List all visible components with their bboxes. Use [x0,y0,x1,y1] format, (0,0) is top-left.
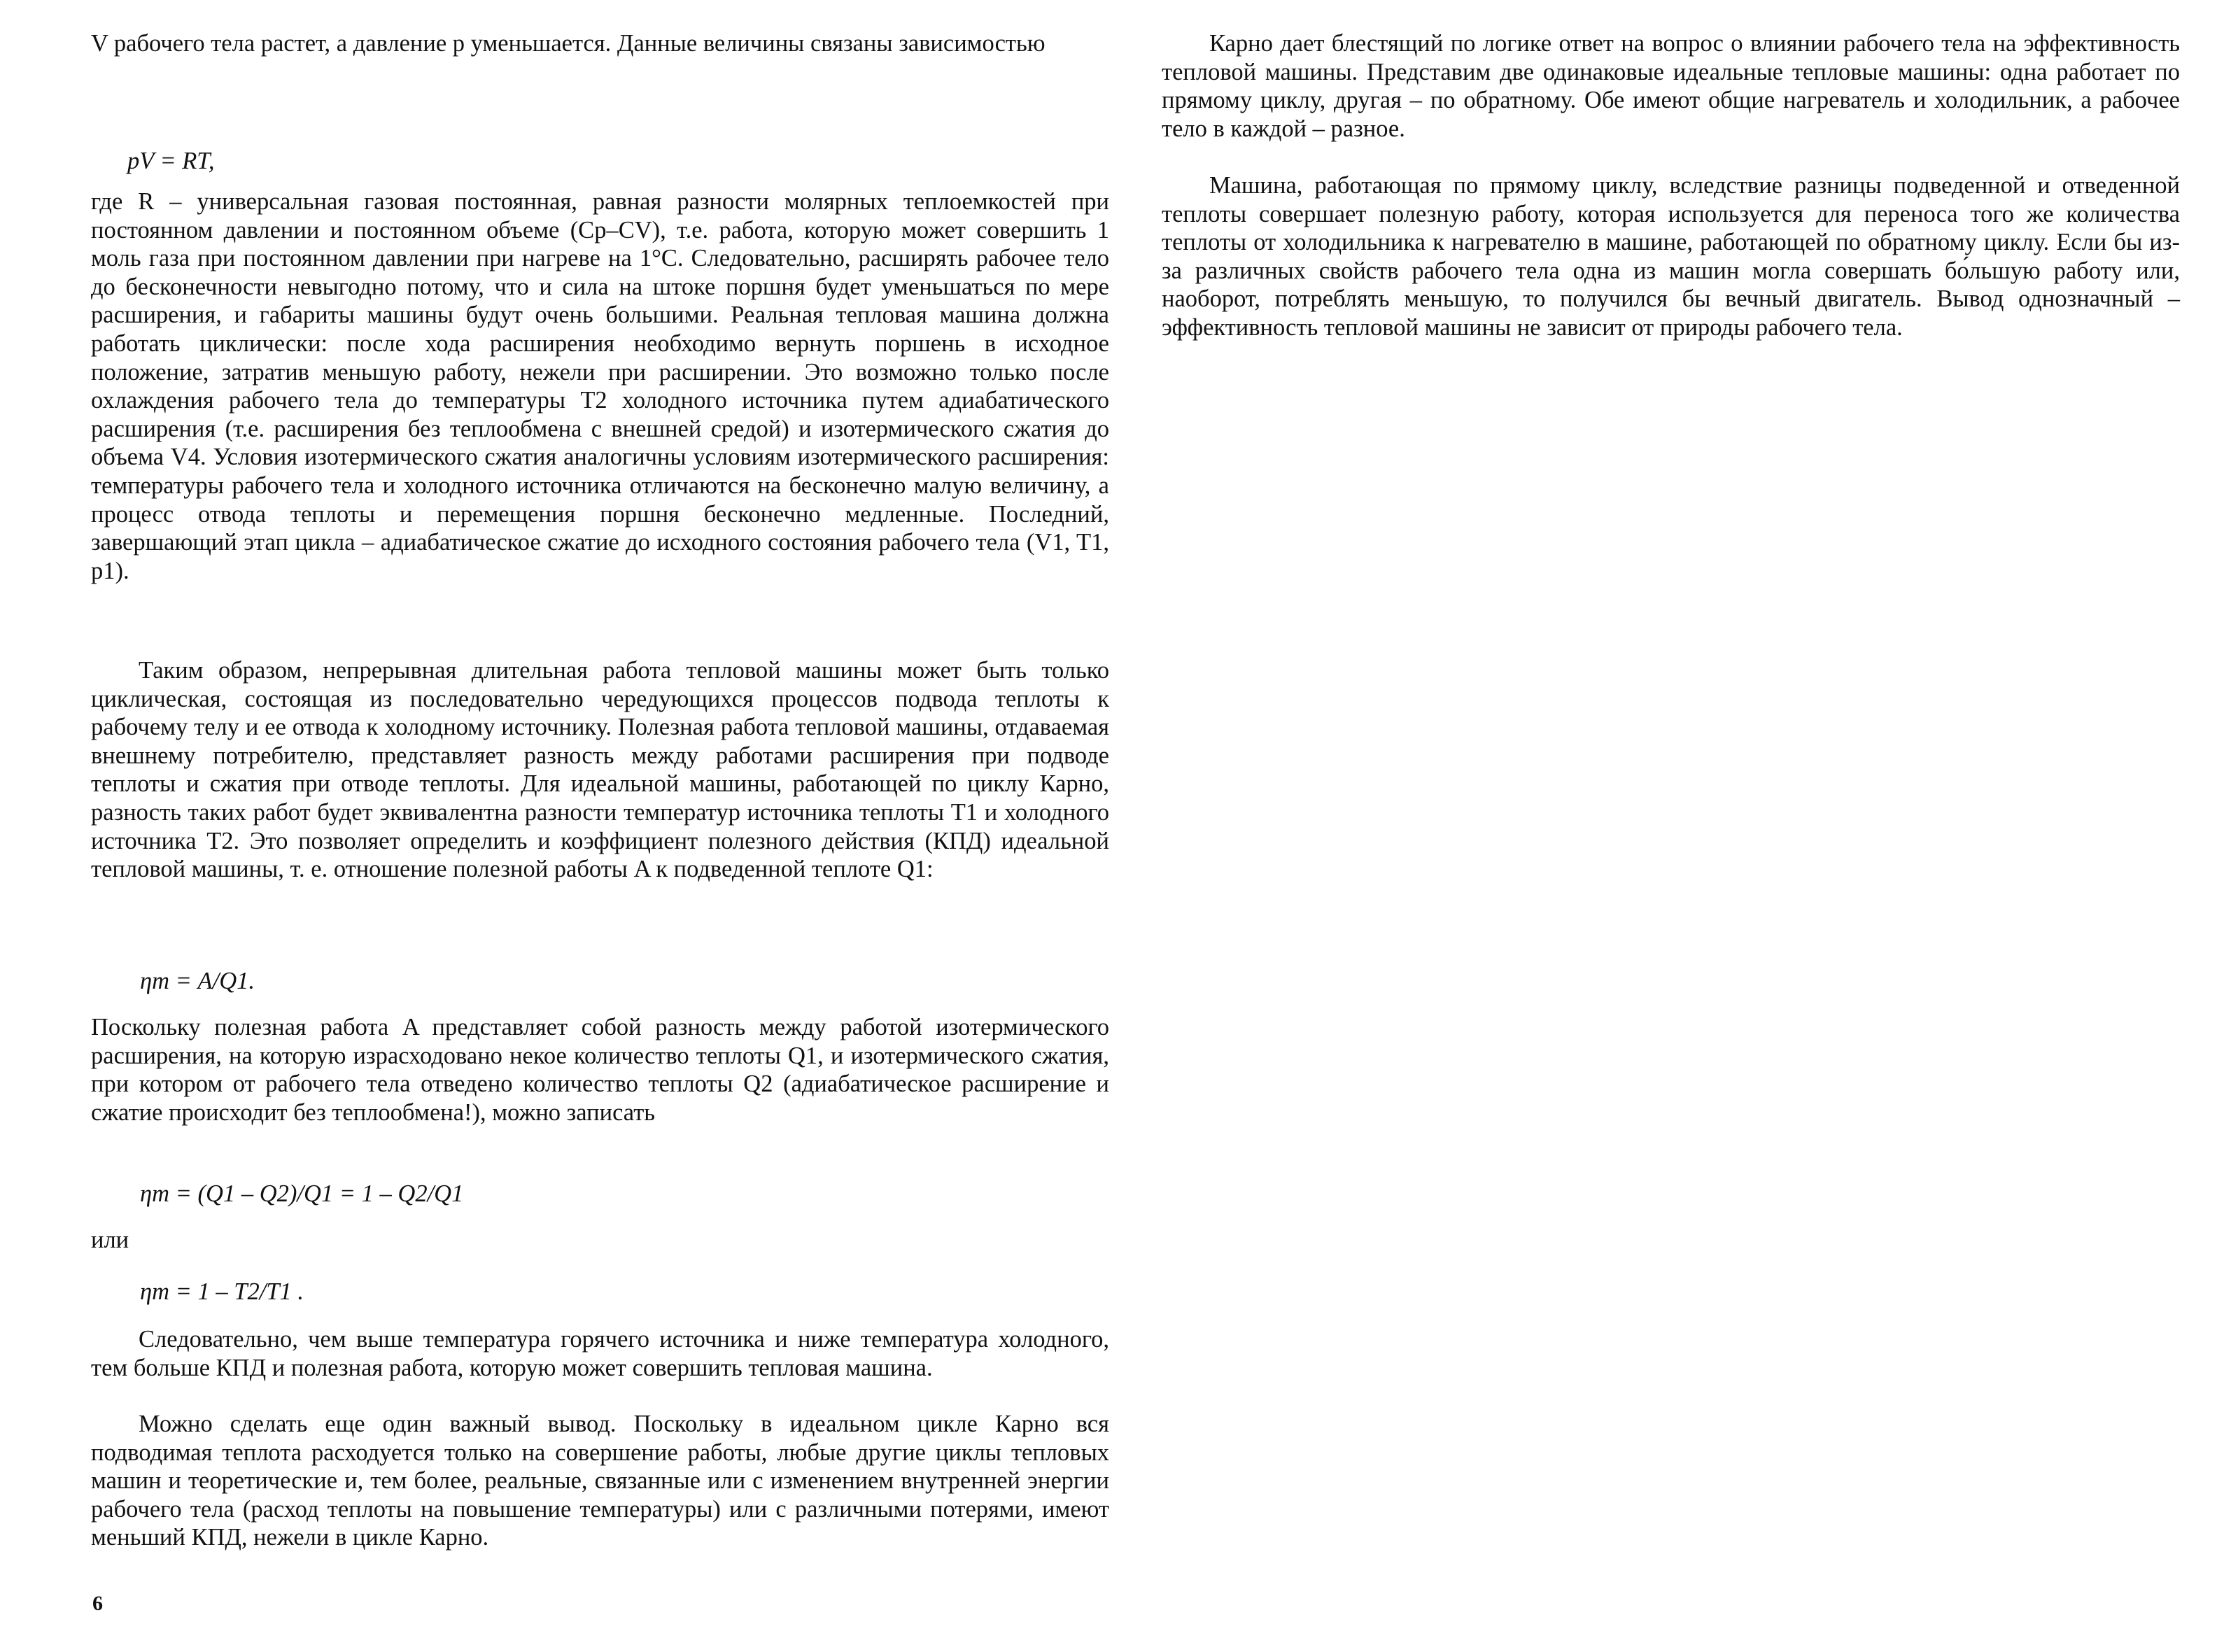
left-paragraph-6: Можно сделать еще один важный вывод. Поскольку в идеальном цикле Карно вся подводимая теплота расходуется только на совершение работы, любые другие циклы тепловых машин и теоретические и, тем более, реальные, связанные или с изменением внутренней энергии рабочего тела (расход теплоты на повышение температуры) или с различными потерями, имеют меньший КПД, нежели в цикле Карно. [91,1411,1109,1551]
formula-efficiency-work: ηт = A/Q1. [140,968,255,994]
left-page [91,0,1109,1652]
formula-efficiency-temperature: ηт = 1 – T2/T1 . [140,1278,304,1305]
left-paragraph-4: Поскольку полезная работа A представляет собой разность между работой изотермического расширения, на которую израсходовано некое количество теплоты Q1, и изотермического сжатия, при котором от рабочего тела отведено количество теплоты Q2 (адиабатическое расширение и сжатие происходит без теплообмена!), можно записать [91,1014,1109,1126]
right-paragraph-2: Машина, работающая по прямому циклу, вследствие разницы подведенной и отведенной теплоты совершает полезную работу, которая используется для переноса того же количества теплоты от холодильника к нагревателю в машине, работающей по обратному циклу. Если бы из-за различных свойств рабочего тела одна из машин могла совершать бо́льшую работу или, наоборот, потреблять меньшую, то получился бы вечный двигатель. Вывод однозначный – эффективность тепловой машины не зависит от природы рабочего тела. [1162,172,2180,341]
right-paragraph-1: Карно дает блестящий по логике ответ на вопрос о влиянии рабочего тела на эффективность тепловой машины. Представим две одинаковые идеальные тепловые машины: одна работает по прямому циклу, другая – по обратному. Обе имеют общие нагреватель и холодильник, а рабочее тело в каждой – разное. [1162,30,2180,142]
page-number: 6 [92,1592,103,1615]
left-paragraph-1: V рабочего тела растет, а давление p уменьшается. Данные величины связаны зависимостью [91,30,1046,57]
right-page [1162,0,2180,1652]
conjunction-or: или [91,1227,129,1253]
left-paragraph-3: Таким образом, непрерывная длительная работа тепловой машины может быть только циклическая, состоящая из последовательно чередующихся процессов подвода теплоты к рабочему телу и ее отвода к холодному источнику. Полезная работа тепловой машины, отдаваемая внешнему потребителю, представляет разность между работами расширения при подводе теплоты и сжатия при отводе теплоты. Для идеальной машины, работающей по циклу Карно, разность таких работ будет эквивалентна разности температур источника теплоты T1 и холодного источника T2. Это позволяет определить и коэффициент полезного действия (КПД) идеальной тепловой машины, т. е. отношение полезной работы A к подведенной теплоте Q1: [91,657,1109,883]
formula-gas-law: pV = RT, [127,148,215,174]
left-paragraph-2: где R – универсальная газовая постоянная, равная разности молярных теплоемкостей при постоянном давлении и постоянном объеме (Cp–CV), т.е. работа, которую может совершить 1 моль газа при постоянном давлении при нагреве на 1°С. Следовательно, расширять рабочее тело до бесконечности невыгодно потому, что и сила на штоке поршня будет уменьшаться по мере расширения, и габариты машины будут очень большими. Реальная тепловая машина должна работать циклически: после хода расширения необходимо вернуть поршень в исходное положение, затратив меньшую работу, нежели при расширении. Это возможно только после охлаждения рабочего тела до температуры T2 холодного источника путем адиабатического расширения (т.е. расширения без теплообмена с внешней средой) и изотермического сжатия до объема V4. Условия изотермического сжатия аналогичны условиям изотермического расширения: температуры рабочего тела и холодного источника отличаются на бесконечно малую величину, а процесс отвода теплоты и перемещения поршня бесконечно медленные. Последний, завершающий этап цикла – адиабатическое сжатие до исходного состояния рабочего тела (V1, T1, p1). [91,188,1109,584]
left-paragraph-5: Следовательно, чем выше температура горячего источника и ниже температура холодного, тем больше КПД и полезная работа, которую может совершить тепловая машина. [91,1326,1109,1381]
formula-efficiency-heat: ηт = (Q1 – Q2)/Q1 = 1 – Q2/Q1 [140,1180,464,1207]
